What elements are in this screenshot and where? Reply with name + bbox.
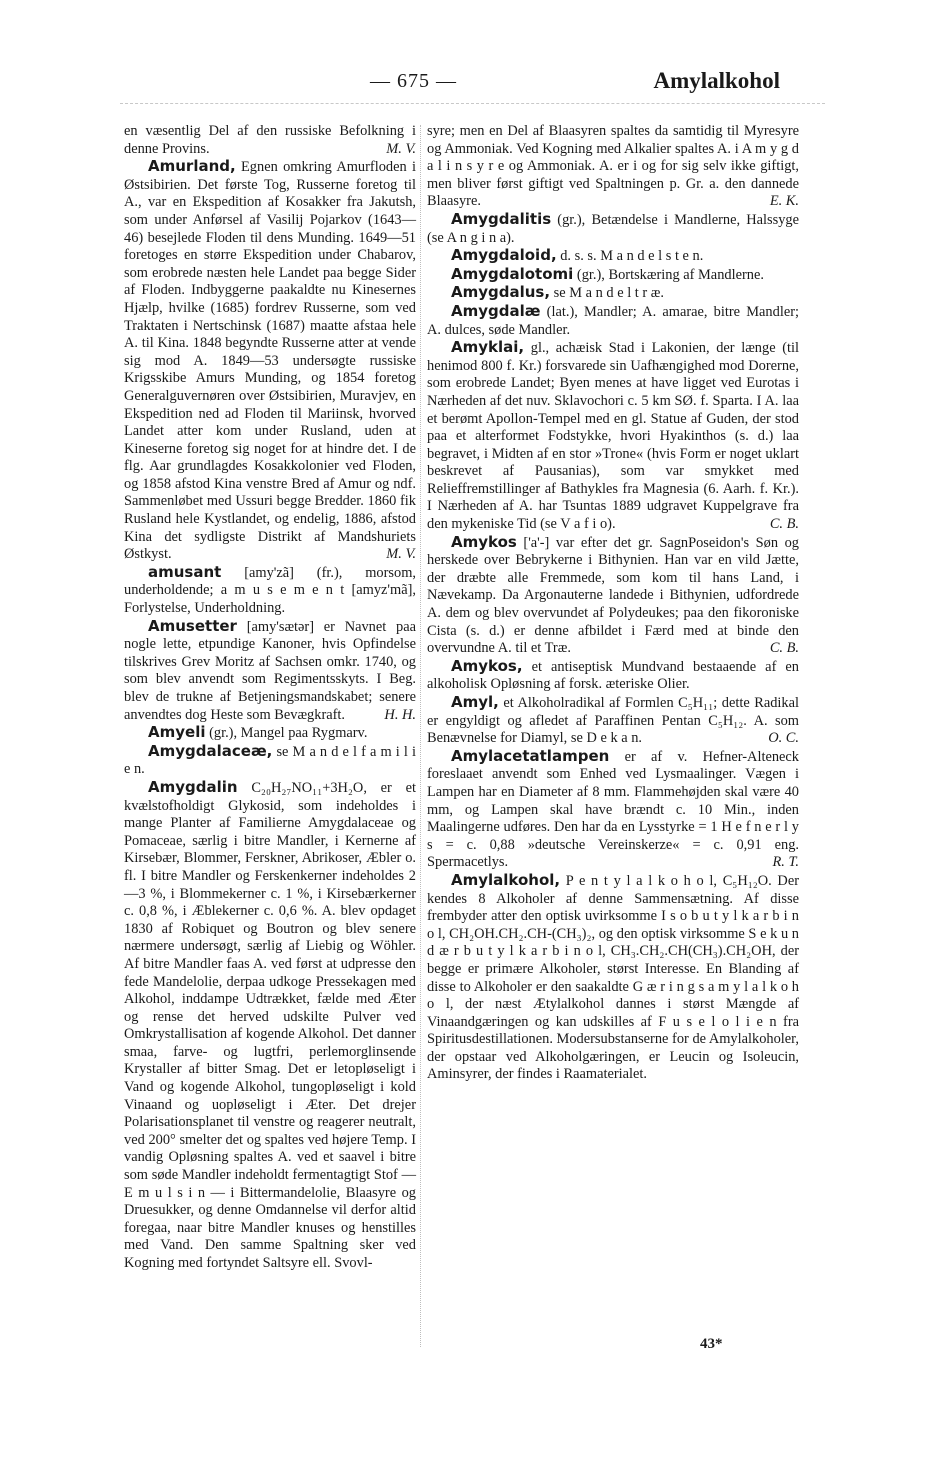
entry-headword: Amygdalus,	[451, 283, 551, 302]
entry-headword: Amyl,	[451, 693, 499, 711]
dictionary-entry	[427, 748, 799, 872]
entry-text: en væsentlig Del af den russiske Befolkning i denne Provins.	[124, 123, 416, 157]
dictionary-entry	[427, 284, 799, 303]
author-signature: M. V.	[386, 140, 416, 157]
entry-headword: Amykos	[451, 532, 517, 551]
dictionary-entry	[427, 339, 799, 534]
entry-text: ['a'-] var efter det gr. SagnPoseidon's Søn og herskede over Bebrykerne i Bithynien. Han var en vild Jætte, der dræbte alle Fremmede, som kom til hans Land, i Nævekamp. Da Argonauterne landede i Bithynien, udfordrede A. dem og blev overvundet af Polydeukes; paa den fikoroniske Cista (s. d.) er denne afbildet i Færd med at binde den overvundne A. til et Træ.	[427, 534, 799, 657]
entry-text: (gr.), Mangel paa Rygmarv.	[205, 725, 368, 742]
entry-headword: Amygdalin	[148, 777, 238, 796]
author-signature: E. K.	[769, 193, 799, 210]
author-signature: M. V.	[386, 546, 416, 563]
author-signature: R. T.	[772, 854, 799, 871]
entry-headword: Amyeli	[148, 723, 206, 742]
page-number: — 675 —	[370, 70, 457, 92]
entry-headword: amusant	[148, 562, 222, 581]
author-signature: C. B.	[769, 640, 799, 657]
entry-headword: Amygdalitis	[451, 209, 552, 228]
column-divider	[420, 125, 421, 1347]
entry-text: d. s. s. M a n d e l s t e n.	[556, 248, 704, 265]
entry-headword: Amykos,	[451, 656, 523, 675]
entry-text: (gr.), Bortskæring af Mandlerne.	[573, 266, 764, 283]
dictionary-entry	[124, 123, 416, 158]
entry-headword: Amygdalaceæ,	[148, 741, 273, 760]
entry-headword: Amylalkohol,	[451, 870, 561, 889]
dictionary-entry	[124, 724, 416, 743]
dictionary-entry	[427, 658, 799, 694]
entry-headword: Amyklai,	[451, 338, 525, 357]
entry-text: [amy'zã] (fr.), morsom, underholdende; a m u s e m e n t [amyz'mã], Forlystelse, Underholdning.	[124, 564, 416, 617]
dictionary-entry	[427, 266, 799, 285]
dictionary-entry	[124, 564, 416, 618]
entry-text: C₂₀H₂₇NO₁₁+3H₂O, er et kvælstofholdigt Glykosid, som indeholdes i mange Planter af Familierne Amygdalaceae og Pomaceae, særlig i bitre Mandler, i Kernerne af Kirsebær, Blommer, Ferskner, Abrikoser, Æbler o. fl. I bitre Mandler og Ferskenkerner indeholdes 2—3 %, i Blommekerner c. 1 %, i Kirsebærkerner c. 0,8 %, i Æblekerner c. 0,6 %. A. blev opdaget 1830 af Robiquet og Boutron og blev senere nærmere undersøgt, særlig af Liebig og Wöhler. Af bitre Mandler faas A. ved først at udpresse den fede Mandelolie, derpaa udkoge Pressekagen med Alkohol, inddampe Udtrækket, fælde med Æter og rense det herved udskilte Pulver ved Omkrystallisation af kogende Alkohol. Det danner smaa, farve- og lugtfri, perlemorglinsende Krystaller af bitter Smag. Det er letopløseligt i Vand og kogende Alkohol, tungopløseligt i kold Vinaand og uopløseligt i Æter. Det drejer Polarisationsplanet til venstre og reagerer neutralt, ved 200° smelter det og spaltes ved højere Temp. I vandig Opløsning spaltes A. ved et saavel i bitre som søde Mandler indeholdt fermentagtigt Stof — E m u l s i n — i Bittermandelolie, Blaasyre og Druesukker, og denne Omdannelse vil derfor altid foregaa, naar bitre Mandler knuses og henstilles med Vand. Den samme Spaltning sker ved Kogning med fortyndet Saltsyre ell. Svovl-	[124, 779, 416, 1271]
entry-text: se M a n d e l t r æ.	[550, 285, 664, 302]
dictionary-entry	[124, 743, 416, 779]
entry-text: et antiseptisk Mundvand bestaaende af en alkoholisk Opløsning af forsk. æteriske Olier.	[427, 658, 799, 693]
entry-headword: Amylacetatlampen	[451, 746, 610, 765]
dictionary-entry	[427, 247, 799, 266]
dictionary-entry	[427, 694, 799, 748]
entry-text: (lat.), Mandler; A. amarae, bitre Mandler; A. dulces, søde Mandler.	[427, 303, 799, 338]
entry-text: gl., achæisk Stad i Lakonien, der længe (til henimod 800 f. Kr.) forsvarede sin Uafhængighed mod Dorerne, som erobrede Landet; Byen menes at have ligget ved Eurotas i Nærheden af det nuv. Sklavochori c. 5 km SØ. f. Sparta. I A. laa et berømt Apollon-Tempel med en gl. Statue af Guden, der stod paa et alterformet Fodstykke, hvori Hyakinthos (s. d.) laa begravet, i Midten af en stor »Trone« (hvis Form er noget uklart beskrevet af Pausanias), som var smykket med Relieffremstillinger af Bathykles fra Magnesia (6. Aarh. f. Kr.). I Nærheden af A. har Tsuntas 1889 udgravet Kuppelgrave fra den mykeniske Tid (se V a f i o).	[427, 340, 799, 533]
dictionary-entry	[124, 779, 416, 1273]
entry-text: et Alkoholradikal af Formlen C₅H₁₁; dette Radikal er engyldigt og afledet af Paraffinen Pentan C₅H₁₂. A. som Benævnelse for Diamyl, se D e k a n.	[427, 695, 799, 747]
dictionary-entry	[427, 534, 799, 658]
dictionary-entry	[427, 123, 799, 211]
entry-text: Egnen omkring Amurfloden i Østsibirien. Det første Tog, Russerne foretog til A., var en Ekspedition af Kosakker fra Jakutsh, som under Anførsel af Vasilij Pojarkov (1643—46) besejlede Floden til dens Munding. 1649—51 foretoges en større Ekspedition under Chabarov, som erobrede næsten hele Landet paa begge Sider af Floden. Indbyggerne paakaldte nu Kinesernes Hjælp, hvilke (1685) fordrev Russerne, som ved Traktaten i Nertschinsk (1687) maatte afstaa hele A. til Kina. 1848 begyndte Russerne atter at vende sig mod A. 1849—53 undersøgte russiske Krigsskibe Amurs Munding, og 1854 foretog Generalguvernøren over Østsibirien, Muravjev, en Ekspedition ned ad Floden til Mariinsk, hvorved Landet atter kom under Rusland, uden at Kineserne foretog sig noget for at hindre det. I de flg. Aar grundlagdes Kosakkolonier ved Floden, og 1858 afstod Kina venstre Bred af Amur og ndf. Sammenløbet med Ussuri begge Bredder. 1860 fik Rusland hele Kystlandet, og endelig, 1886, afstod Kina det sydligste Distrikt af Mandshuriets Østkyst.	[124, 159, 416, 563]
entry-headword: Amygdaloid,	[451, 246, 557, 265]
entry-text: er af v. Hefner-Alteneck foreslaaet anvendt som Enhed ved Lysmaalinger. Vægen i Lampen har en Diameter af 8 mm. Flammehøjden skal være 40 mm, og Lampen skal have brændt c. 10 Min., inden Maalingerne udføres. Den har da en Lysstyrke = 1 H e f n e r l y s = c. 0,88 »deutsche Vereinskerze« = c. 0,91 eng. Spermacetlys.	[427, 748, 799, 871]
header-rule	[120, 103, 825, 104]
dictionary-entry	[124, 618, 416, 725]
author-signature: H. H.	[384, 706, 416, 723]
entry-text: [amy'sætər] er Navnet paa nogle lette, etpundige Kanoner, hvis Opfindelse tilskrives Grev Moritz af Sachsen omkr. 1740, og som blev anvendt som Regimentsskyts. I Beg. blev de trukne af Betjeningsmandskabet; senere anvendtes dog Heste som Bevægkraft.	[124, 618, 416, 723]
author-signature: O. C.	[768, 730, 799, 747]
dictionary-entry	[427, 872, 799, 1084]
entry-text: (gr.), Betændelse i Mandlerne, Halssyge (se A n g i n a).	[427, 211, 799, 246]
entry-headword: Amusetter	[148, 616, 237, 635]
entry-headword: Amygdalotomi	[451, 264, 574, 283]
right-column	[427, 123, 799, 1084]
dictionary-entry	[427, 303, 799, 339]
dictionary-entry	[427, 211, 799, 247]
running-head: Amylalkohol	[653, 68, 780, 93]
entry-text: syre; men en Del af Blaasyren spaltes da samtidig til Myresyre og Ammoniak. Ved Kogning med Alkalier spaltes A. i A m y g d a l i n s y r e og Ammoniak. A. er i og for sig selv ikke giftigt, men bliver først giftigt ved Spaltningen p. Gr. a. den dannede Blaasyre.	[427, 123, 799, 210]
entry-headword: Amygdalæ	[451, 301, 541, 320]
page-header	[120, 68, 780, 102]
entry-headword: Amurland,	[148, 157, 236, 176]
dictionary-entry	[124, 158, 416, 564]
left-column	[124, 123, 416, 1273]
entry-text: se M a n d e l f a m i l i e n.	[124, 743, 416, 778]
author-signature: C. B.	[769, 516, 799, 533]
signature-mark: 43*	[700, 1336, 723, 1352]
entry-text: P e n t y l a l k o h o l, C₅H₁₂O. Der kendes 8 Alkoholer af denne Sammensætning. Af disse frembyder atter den optisk uvirksomme I s o b u t y l k a r b i n o l, CH₂OH.CH₂.CH-(CH₃)₂, og den optisk virksomme S e k u n d æ r b u t y l k a r b i n o l, CH₃.CH₂.CH(CH₃).CH₂OH, der begge er primære Alkoholer, størst Interesse. En Blanding af disse to Alkoholer er den saakaldte G æ r i n g s a m y l a l k o h o l, der næst Ætylalkohol dannes i størst Mængde af Vinaandgæringen og kan udskilles af F u s e l o l i e n fra Spiritusdestillationen. Modersubstanserne for de Amylalkoholer, der opstaar ved Alkoholgæringen, er Leucin og Isoleucin, Aminsyrer, der findes i Raamaterialet.	[427, 872, 799, 1083]
